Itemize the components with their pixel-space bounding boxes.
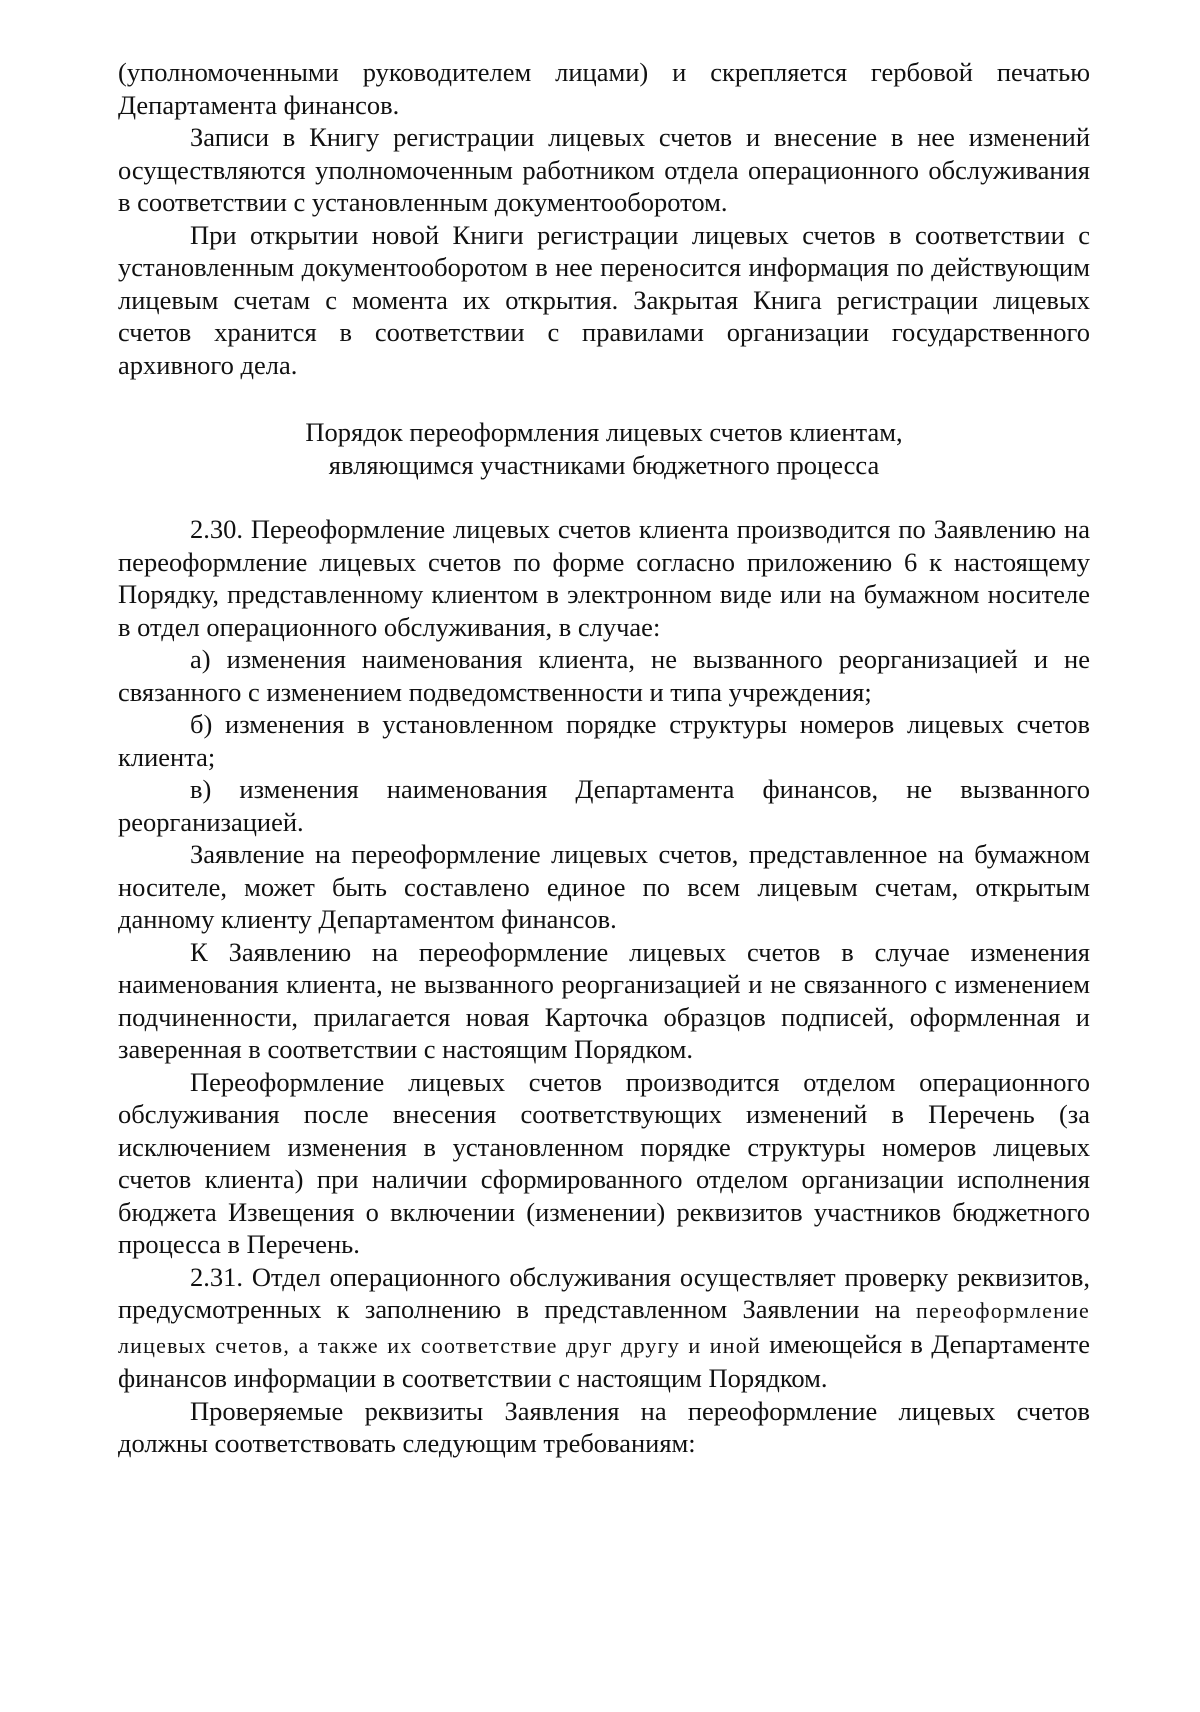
section-heading-line-2: являющимся участниками бюджетного процесса bbox=[328, 449, 880, 480]
paragraph-2-31 bbox=[118, 1261, 1090, 1395]
list-item-b: б) изменения в установленном порядке структуры номеров лицевых счетов клиента; bbox=[118, 709, 1090, 772]
section-heading bbox=[118, 416, 1090, 481]
section-heading-line-1: Порядок переоформления лицевых счетов клиентам, bbox=[305, 417, 903, 447]
paragraph-checked-requisites: Проверяемые реквизиты Заявления на переоформление лицевых счетов должны соответствовать следующим требованиям: bbox=[118, 1395, 1090, 1458]
list-item-a: а) изменения наименования клиента, не вызванного реорганизацией и не связанного с изменением подведомственности и типа учреждения; bbox=[118, 644, 1090, 707]
document-page bbox=[118, 56, 1090, 1460]
paragraph-application-paper: Заявление на переоформление лицевых счетов, представленное на бумажном носителе, может быть составлено единое по всем лицевым счетам, открытым данному клиенту Департаментом финансов. bbox=[118, 839, 1090, 934]
paragraph-2-30: 2.30. Переоформление лицевых счетов клиента производится по Заявлению на переоформление лицевых счетов по форме согласно приложению 6 к настоящему Порядку, представленному клиентом в электронном виде или на бумажном носителе в отдел операционного обслуживания, в случае: bbox=[118, 514, 1090, 642]
paragraph-2-31-part-2: переоформление лицевых счетов, а также их соответствие друг другу и иной bbox=[118, 1298, 1091, 1358]
list-item-v: в) изменения наименования Департамента финансов, не вызванного реорганизацией. bbox=[118, 774, 1090, 837]
paragraph-book-entries: Записи в Книгу регистрации лицевых счетов и внесение в нее изменений осуществляются уполномоченным работником отдела операционного обслуживания в соответствии с установленным документооборотом. bbox=[118, 122, 1090, 217]
paragraph-2-31-part-1: 2.31. Отдел операционного обслуживания осуществляет проверку реквизитов, предусмотренных к заполнению в представленном Заявлении на bbox=[118, 1261, 1090, 1324]
paragraph-signature-card: К Заявлению на переоформление лицевых счетов в случае изменения наименования клиента, не вызванного реорганизацией и не связанного с изменением подчиненности, прилагается новая Карточка образцов подписей, оформленная и заверенная в соответствии с настоящим Порядком. bbox=[118, 936, 1090, 1064]
paragraph-continuation: (уполномоченными руководителем лицами) и скрепляется гербовой печатью Департамента финансов. bbox=[118, 57, 1090, 120]
paragraph-2-31-part-3: имеющейся в Департаменте финансов информации в соответствии с настоящим Порядком. bbox=[118, 1328, 1090, 1393]
paragraph-new-book: При открытии новой Книги регистрации лицевых счетов в соответствии с установленным документооборотом в нее переносится информация по действующим лицевым счетам с момента их открытия. Закрытая Книга регистрации лицевых счетов хранится в соответствии с правилами организации государственного архивного дела. bbox=[118, 219, 1090, 380]
paragraph-reissue-procedure: Переоформление лицевых счетов производится отделом операционного обслуживания после внесения соответствующих изменений в Перечень (за исключением изменения в установленном порядке структуры номеров лицевых счетов клиента) при наличии сформированного отделом организации исполнения бюджета Извещения о включении (изменении) реквизитов участников бюджетного процесса в Перечень. bbox=[118, 1066, 1090, 1259]
